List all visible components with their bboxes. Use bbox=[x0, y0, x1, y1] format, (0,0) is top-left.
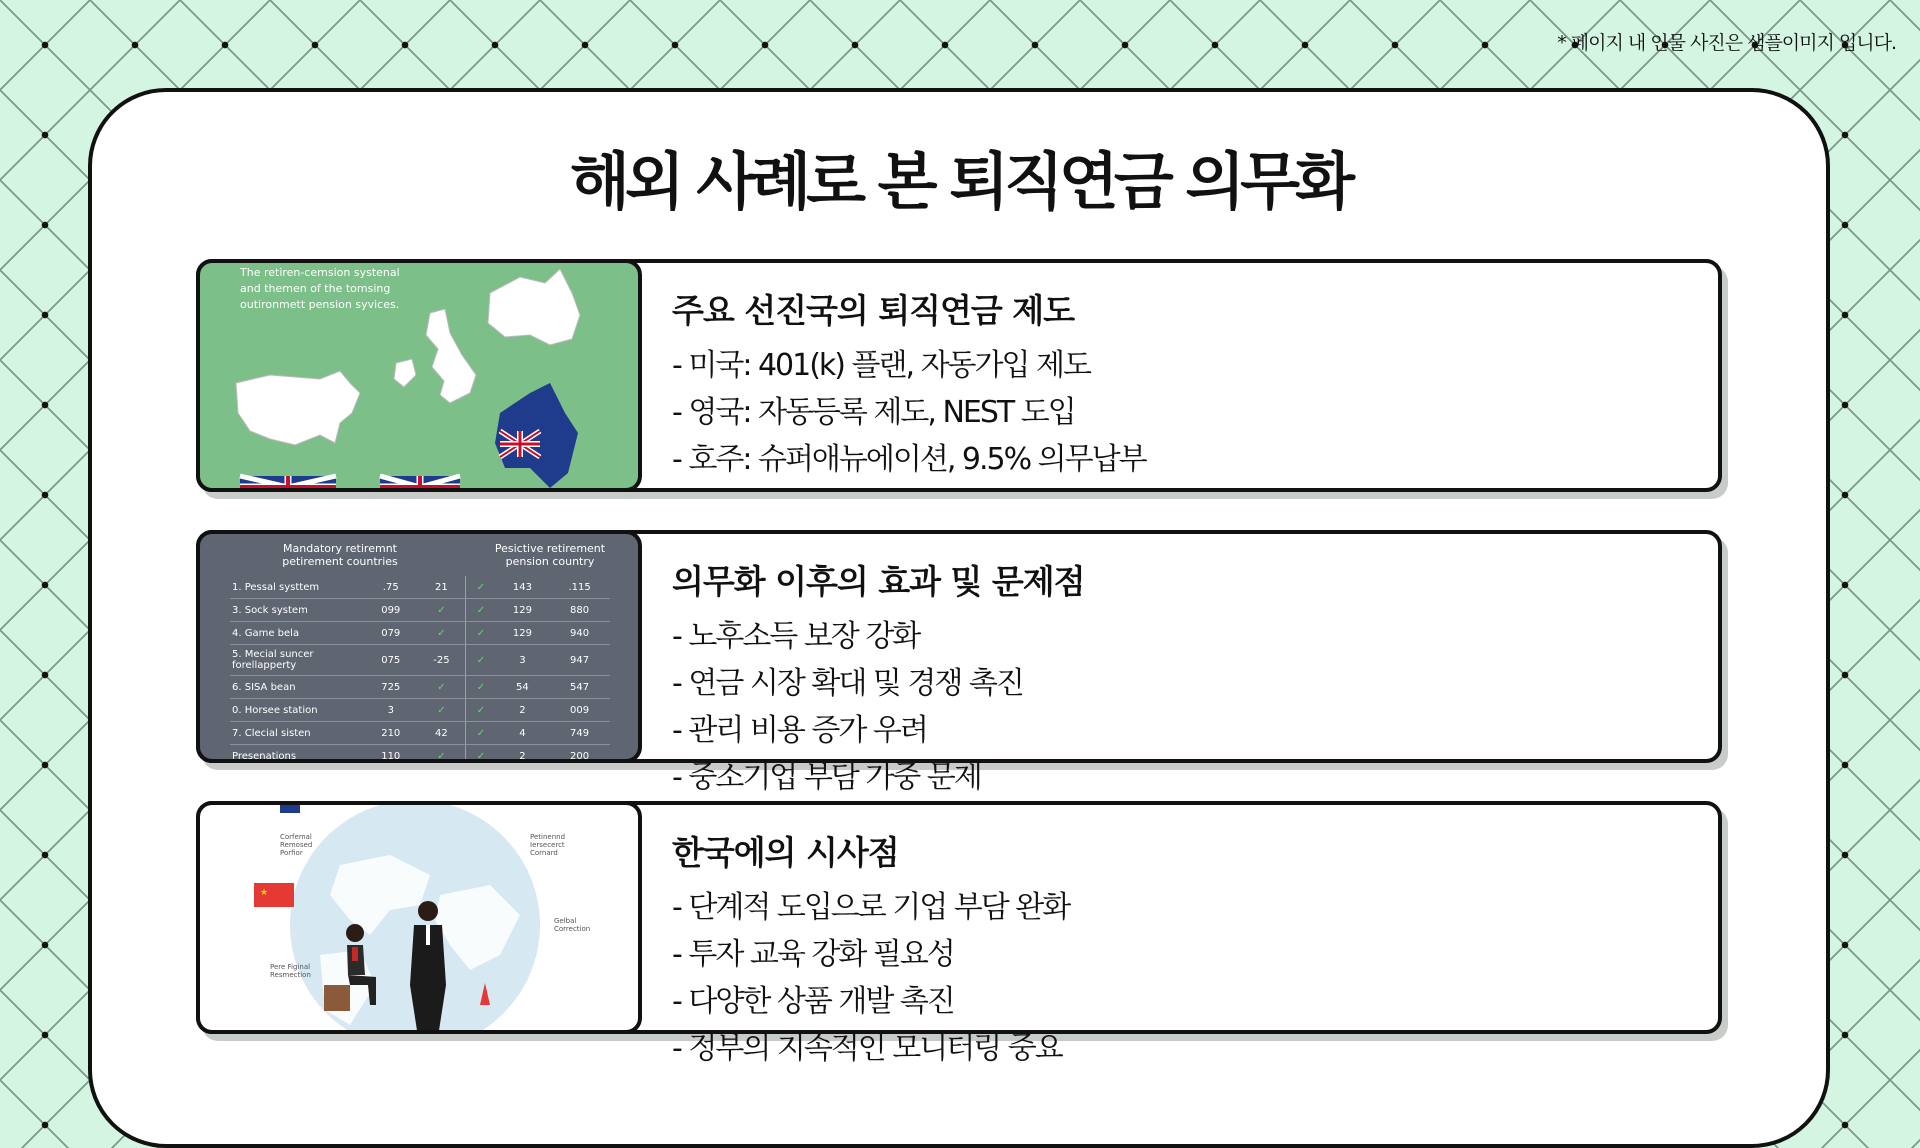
list-item: - 호주: 슈퍼애뉴에이션, 9.5% 의무납부 bbox=[672, 442, 1146, 477]
card-effects-issues bbox=[196, 530, 1722, 795]
table-cell: 1. Pessal systtem bbox=[230, 576, 364, 599]
table-cell: 725 bbox=[364, 676, 418, 699]
table-cell: 099 bbox=[364, 599, 418, 622]
globe-label: Pere Figinal Resmection bbox=[270, 963, 311, 979]
table-cell: ✓ bbox=[466, 722, 496, 745]
table-row bbox=[230, 676, 610, 699]
table-cell: .75 bbox=[364, 576, 418, 599]
card-implications-korea bbox=[196, 801, 1722, 1066]
table-header-right bbox=[480, 542, 620, 568]
table-cell: ✓ bbox=[466, 622, 496, 645]
table-cell: ✓ bbox=[466, 645, 496, 676]
table-cell: ✓ bbox=[418, 745, 466, 764]
table-row bbox=[230, 622, 610, 645]
table-cell: .115 bbox=[549, 576, 610, 599]
card-title: 의무화 이후의 효과 및 문제점 bbox=[672, 562, 1085, 601]
table-cell: 7. Clecial sisten bbox=[230, 722, 364, 745]
table-row bbox=[230, 599, 610, 622]
globe-people-image bbox=[196, 801, 642, 1034]
table-cell: ✓ bbox=[466, 576, 496, 599]
table-cell: 947 bbox=[549, 645, 610, 676]
table-cell: ✓ bbox=[466, 676, 496, 699]
table-cell: 5. Mecial suncer forellapperty bbox=[230, 645, 364, 676]
table-cell: 079 bbox=[364, 622, 418, 645]
table-row bbox=[230, 576, 610, 599]
header-line: pension country bbox=[505, 555, 595, 568]
list-item: - 노후소득 보장 강화 bbox=[672, 619, 920, 654]
table-cell: 547 bbox=[549, 676, 610, 699]
usa-map-shape bbox=[236, 371, 360, 445]
table-header-left bbox=[260, 542, 420, 568]
table-cell: 880 bbox=[549, 599, 610, 622]
table-row bbox=[230, 722, 610, 745]
table-cell: 54 bbox=[496, 676, 550, 699]
table-row bbox=[230, 645, 610, 676]
table-cell: 749 bbox=[549, 722, 610, 745]
table-row bbox=[230, 745, 610, 764]
list-item: - 단계적 도입으로 기업 부담 완화 bbox=[672, 890, 1070, 925]
table-cell: ✓ bbox=[466, 699, 496, 722]
list-item: - 중소기업 부담 가중 문제 bbox=[672, 760, 981, 795]
table-cell: 4 bbox=[496, 722, 550, 745]
list-item: - 정부의 지속적인 모니터링 중요 bbox=[672, 1031, 1062, 1066]
table-cell: 200 bbox=[549, 745, 610, 764]
table-cell: 075 bbox=[364, 645, 418, 676]
card-title: 한국에의 시사점 bbox=[672, 833, 899, 872]
uk-flag-2 bbox=[380, 476, 460, 492]
table-cell: 2 bbox=[496, 745, 550, 764]
sample-image-note: * 페이지 내 인물 사진은 샘플이미지 입니다. bbox=[1557, 32, 1896, 54]
table-cell: ✓ bbox=[418, 622, 466, 645]
table-cell: 6. SISA bean bbox=[230, 676, 364, 699]
table-cell: 4. Game bela bbox=[230, 622, 364, 645]
table-cell: 3 bbox=[496, 645, 550, 676]
table-cell: Presenations bbox=[230, 745, 364, 764]
table-cell: 2 bbox=[496, 699, 550, 722]
globe-label: Gelbal Correction bbox=[554, 917, 591, 933]
list-item: - 영국: 자동등록 제도, NEST 도입 bbox=[672, 395, 1075, 430]
table-cell: 0. Horsee station bbox=[230, 699, 364, 722]
header-line: petirement countries bbox=[282, 555, 398, 568]
comparison-table-image bbox=[196, 530, 642, 763]
list-item: - 관리 비용 증가 우려 bbox=[672, 713, 927, 748]
table-row bbox=[230, 699, 610, 722]
map-caption-line: outironmett pension syvices. bbox=[240, 298, 400, 311]
svg-text:★: ★ bbox=[260, 888, 269, 898]
table-cell: ✓ bbox=[418, 676, 466, 699]
uk-flag-1 bbox=[240, 476, 336, 492]
table-cell: ✓ bbox=[466, 599, 496, 622]
table-cell: 129 bbox=[496, 599, 550, 622]
map-illustration bbox=[200, 263, 642, 492]
header-line: Mandatory retiremnt bbox=[283, 542, 397, 555]
table-cell: 143 bbox=[496, 576, 550, 599]
list-item: - 미국: 401(k) 플랜, 자동가입 제도 bbox=[672, 348, 1090, 383]
header-line: Pesictive retirement bbox=[494, 542, 606, 555]
list-item: - 다양한 상품 개발 촉진 bbox=[672, 984, 954, 1019]
table-cell: 129 bbox=[496, 622, 550, 645]
table-cell: 3. Sock system bbox=[230, 599, 364, 622]
list-item: - 연금 시장 확대 및 경쟁 촉진 bbox=[672, 666, 1023, 701]
map-caption-line: and themen of the tomsing bbox=[240, 282, 391, 295]
table-cell: 3 bbox=[364, 699, 418, 722]
table-cell: -25 bbox=[418, 645, 466, 676]
map-caption-line: The retiren-cemsion systenal bbox=[240, 266, 400, 279]
list-item: - 투자 교육 강화 필요성 bbox=[672, 937, 954, 972]
uk-map-shape bbox=[426, 309, 476, 403]
australia-map-shape bbox=[488, 269, 580, 345]
table-cell: 009 bbox=[549, 699, 610, 722]
table-cell: 21 bbox=[418, 576, 466, 599]
table-cell: ✓ bbox=[418, 699, 466, 722]
card-title: 주요 선진국의 퇴직연금 제도 bbox=[672, 291, 1075, 330]
table-cell: 210 bbox=[364, 722, 418, 745]
table-cell: ✓ bbox=[418, 599, 466, 622]
comparison-table bbox=[230, 576, 610, 763]
globe-label: Petinennd Iersecerct Cornard bbox=[530, 833, 566, 857]
page-title: 해외 사례로 본 퇴직연금 의무화 bbox=[570, 145, 1350, 218]
card-pension-systems bbox=[196, 259, 1722, 492]
ireland-map-shape bbox=[394, 359, 416, 387]
table-cell: 42 bbox=[418, 722, 466, 745]
globe-label: Corfemal Remosed Porfior bbox=[280, 833, 313, 857]
table-cell: 110 bbox=[364, 745, 418, 764]
table-cell: 940 bbox=[549, 622, 610, 645]
map-image bbox=[196, 259, 642, 492]
table-cell: ✓ bbox=[466, 745, 496, 764]
